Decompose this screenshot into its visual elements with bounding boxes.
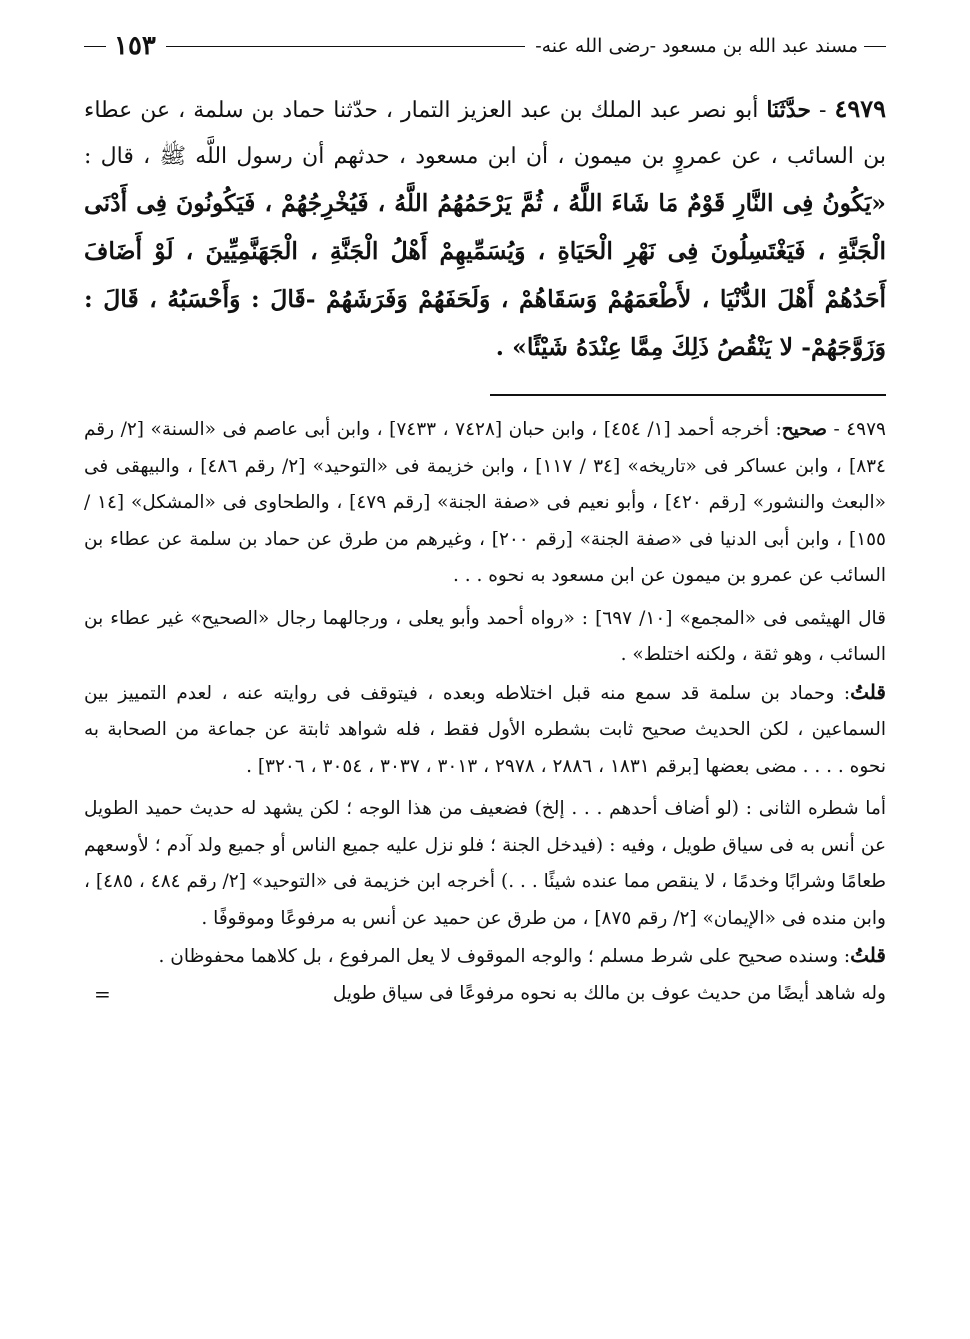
continuation-marker: = [94, 981, 111, 1006]
hadith-isnad: أبو نصر عبد الملك بن عبد العزيز التمار ، حدّثنا حماد بن سلمة ، عن عطاء بن السائب ، عن عمروٍ بن ميمون ، أن ابن مسعود ، حدثهم أن رسول اللَّه ﷺ ، قال : [84, 98, 886, 169]
qultu-note-1 [84, 674, 886, 786]
haythami-note: قال الهيثمى فى «المجمع» [١٠/ ٦٩٧] : «رواه أحمد وأبو يعلى ، ورجالهما رجال «الصحيح» غير عطاء بن السائب ، وهو ثقة ، ولكنه اختلط» . [84, 607, 886, 665]
footnote-separator [490, 394, 886, 396]
hadith-haddathana: حدَّثَنَا [766, 97, 811, 123]
second-part-note: أما شطره الثانى : (لو أضاف أحدهم . . . إلخ) فضعيف من هذا الوجه ؛ لكن يشهد له حديث حميد الطويل عن أنس به فى سياق طويل ، وفيه : (فيدخل الجنة ؛ فلو نزل عليه جميع الناس أو جميع ولد آدم ؛ لأوسعهم طعامًا وشرابًا وخدمًا ، لا ينقص مما عنده شيئًا . . .) أخرجه ابن خزيمة فى «التوحيد» [٢/ رقم ٤٨٤ ، ٤٨٥] ، وابن منده فى «الإيمان» [٢/ رقم ٨٧٥] ، من طرق عن حميد عن أنس به مرفوعًا وموقوفًا . [84, 798, 886, 929]
hadith-text [84, 86, 886, 372]
shahid-note [84, 976, 886, 1013]
qultu-label-2: قلتُ [850, 943, 886, 967]
takhrij-text: : أخرجه أحمد [١/ ٤٥٤] ، وابن حبان [٧٤٢٨ ، ٧٤٣٣] ، وابن أبى عاصم فى «السنة» [٢/ رقم ٨٣٤] ، وابن عساكر فى «تاريخه» [٣٤ / ١١٧] ، وابن خزيمة فى «التوحيد» [٢/ رقم ٤٨٦] ، والبيهقى فى «البعث والنشور» [رقم ٤٢٠] ، وأبو نعيم فى «صفة الجنة» [رقم ٤٧٩] ، والطحاوى فى «المشكل» [١٤ / ١٥٥] ، وابن أبى الدنيا فى «صفة الجنة» [رقم ٢٠٠] ، وغيرهم من طرق عن حماد بن سلمة عن عطاء بن السائب عن عمرو بن ميمون عن ابن مسعود به نحوه . . . [84, 419, 886, 586]
note-dash: - [826, 419, 847, 440]
note-number: ٤٩٧٩ [846, 419, 886, 440]
book-page [84, 24, 886, 1314]
footnotes [84, 412, 886, 1012]
qultu-text-1: : وحماد بن سلمة قد سمع منه قبل اختلاطه وبعده ، فيتوقف فى روايته عنه ، لعدم التمييز بين السماعين ، لكن الحديث صحيح ثابت بشطره الأول فقط ، فله شواهد ثابتة عن جماعة من الصحابة به نحوه . . . . مضى بعضها [برقم ١٨٣١ ، ٢٨٨٦ ، ٢٩٧٨ ، ٣٠١٣ ، ٣٠٣٧ ، ٣٠٥٤ ، ٣٢٠٦] . [84, 682, 886, 777]
qultu-note-2 [84, 937, 886, 976]
hadith-dash: - [810, 98, 835, 123]
header-rule [166, 46, 525, 47]
grading-label: صحيح [781, 419, 827, 440]
page-number: ١٥٣ [114, 31, 156, 61]
qultu-label: قلتُ [850, 679, 886, 704]
running-header [84, 24, 886, 68]
footnote-separator-wrap [84, 372, 886, 412]
header-dash [864, 46, 886, 47]
hadith-number: ٤٩٧٩ [834, 94, 887, 123]
shahid-text: وله شاهد أيضًا من حديث عوف بن مالك به نحوه مرفوعًا فى سياق طويل [332, 982, 886, 1004]
header-dash-tail [84, 46, 106, 47]
book-title: مسند عبد الله بن مسعود -رضى الله عنه- [535, 35, 858, 57]
hadith-matn: «يَكُونُ فِى النَّارِ قَوْمٌ مَا شَاءَ اللَّهُ ، ثُمَّ يَرْحَمُهُمُ اللَّهُ ، فَيُخْرِجُهُمْ ، فَيَكُونُونَ فِى أَدْنَى الْجَنَّةِ ، فَيَغْتَسِلُونَ فِى نَهْرِ الْحَيَاةِ ، وَيُسَمِّيهِمْ أَهْلُ الْجَنَّةِ ، الْجَهَنَّمِيِّينَ ، لَوْ أَضَافَ أَحَدُهُمْ أَهْلَ الدُّنْيَا ، لأَطْعَمَهُمْ وَسَقَاهُمْ ، وَلَحَفَهُمْ وَفَرَشَهُمْ -قَالَ : وَأَحْسَبُهُ ، قَالَ : وَزَوَّجَهُمْ- لا يَنْقُصُ ذَلِكَ مِمَّا عِنْدَهُ شَيْئًا» . [84, 189, 886, 361]
qultu-text-2: : وسنده صحيح على شرط مسلم ؛ والوجه الموقوف لا يعل المرفوع ، بل كلاهما محفوظان . [158, 946, 851, 967]
takhrij-note [84, 412, 886, 595]
